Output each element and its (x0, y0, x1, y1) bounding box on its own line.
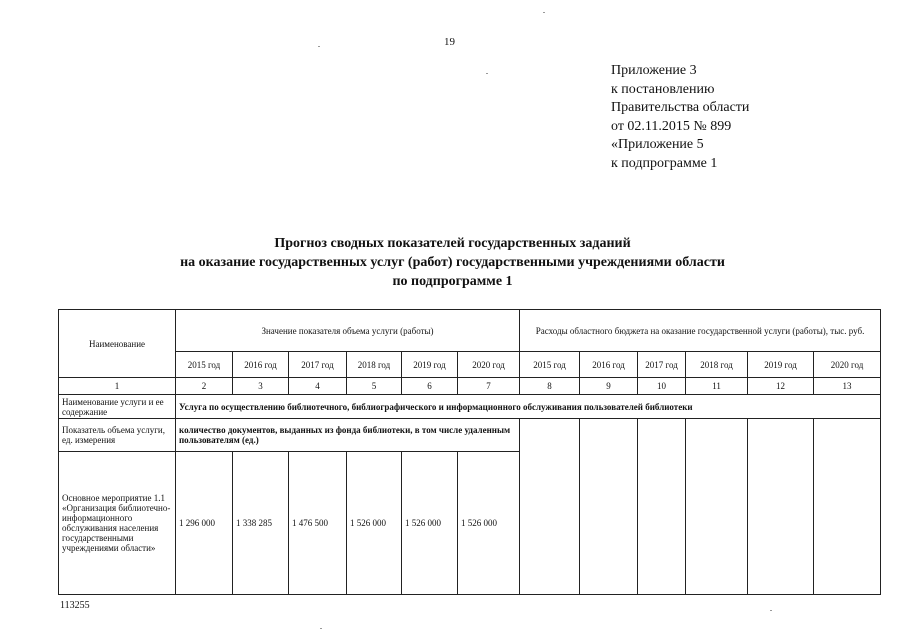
measure-value: 1 296 000 (176, 452, 233, 595)
expense-header: Расходы областного бюджета на оказание государственной услуги (работы), тыс. руб. (520, 310, 881, 352)
column-number: 7 (458, 378, 520, 395)
years-row (59, 352, 881, 378)
volume-year: 2018 год (347, 352, 402, 378)
service-value: Услуга по осуществлению библиотечного, библиографического и информационного обслуживания пользователей библиотеки (176, 395, 881, 419)
column-number: 3 (233, 378, 289, 395)
appendix-line: к постановлению (611, 81, 715, 97)
column-number: 2 (176, 378, 233, 395)
expense-year: 2015 год (520, 352, 580, 378)
column-number: 10 (638, 378, 686, 395)
column-number: 6 (402, 378, 458, 395)
scan-speck (318, 46, 320, 47)
column-numbers-row (59, 378, 881, 395)
column-number: 5 (347, 378, 402, 395)
forecast-table (58, 309, 881, 595)
appendix-line: Приложение 3 (611, 63, 697, 78)
title-line: Прогноз сводных показателей государственных заданий (274, 236, 631, 251)
expense-year: 2017 год (638, 352, 686, 378)
expense-cell (686, 419, 748, 595)
column-number: 9 (580, 378, 638, 395)
expense-year: 2016 год (580, 352, 638, 378)
expense-cell (814, 419, 881, 595)
indicator-row (59, 419, 881, 452)
document-code: 113255 (60, 600, 90, 611)
appendix-line: от 02.11.2015 № 899 (611, 118, 732, 134)
indicator-value: количество документов, выданных из фонда библиотеки, в том числе удаленным пользователям (ед.) (176, 419, 520, 452)
column-number: 1 (59, 378, 176, 395)
scan-speck (320, 628, 322, 629)
volume-year: 2015 год (176, 352, 233, 378)
scan-speck (770, 610, 772, 611)
column-number: 4 (289, 378, 347, 395)
appendix-block (611, 62, 749, 174)
column-number: 12 (748, 378, 814, 395)
expense-cell (520, 419, 580, 595)
volume-header: Значение показателя объема услуги (работы) (176, 310, 520, 352)
column-number: 11 (686, 378, 748, 395)
title-line: по подпрограмме 1 (392, 274, 513, 289)
expense-year: 2018 год (686, 352, 748, 378)
measure-label: Основное мероприятие 1.1 «Организация библиотечно-информационного обслуживания населения государственными учреждениями области» (59, 452, 176, 595)
appendix-line: Правительства области (611, 100, 750, 116)
volume-year: 2016 год (233, 352, 289, 378)
name-header: Наименование (59, 310, 176, 378)
scan-speck (543, 12, 545, 13)
measure-value: 1 526 000 (347, 452, 402, 595)
page-number: 19 (444, 36, 455, 48)
scan-speck (486, 73, 488, 74)
column-number: 13 (814, 378, 881, 395)
appendix-line: «Приложение 5 (611, 137, 704, 153)
indicator-label: Показатель объема услуги, ед. измерения (59, 419, 176, 452)
service-row (59, 395, 881, 419)
expense-cell (580, 419, 638, 595)
volume-year: 2017 год (289, 352, 347, 378)
expense-cell (748, 419, 814, 595)
appendix-line: к подпрограмме 1 (611, 155, 718, 171)
column-number: 8 (520, 378, 580, 395)
measure-value: 1 526 000 (458, 452, 520, 595)
volume-year: 2019 год (402, 352, 458, 378)
title-line: на оказание государственных услуг (работ) государственными учреждениями области (180, 255, 725, 270)
volume-year: 2020 год (458, 352, 520, 378)
measure-value: 1 476 500 (289, 452, 347, 595)
expense-year: 2020 год (814, 352, 881, 378)
header-row (59, 310, 881, 352)
expense-cell (638, 419, 686, 595)
expense-year: 2019 год (748, 352, 814, 378)
document-title (120, 234, 785, 291)
measure-value: 1 526 000 (402, 452, 458, 595)
measure-value: 1 338 285 (233, 452, 289, 595)
service-label: Наименование услуги и ее содержание (59, 395, 176, 419)
